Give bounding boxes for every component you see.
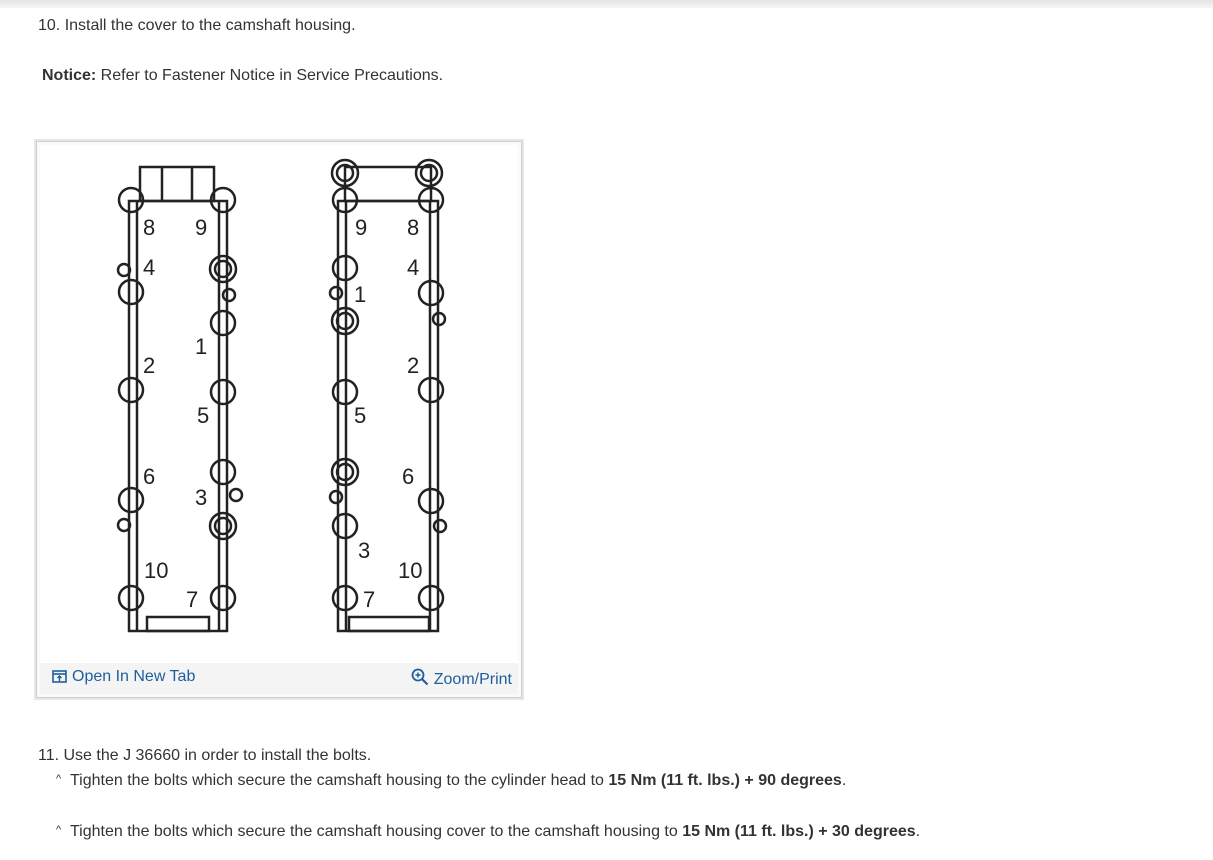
left-cover-bolt-number: 1 (195, 334, 208, 359)
torque-spec-housing-value: 15 Nm (11 ft. lbs.) + 90 degrees (608, 772, 842, 789)
right-cover-bolt-number: 3 (358, 538, 371, 563)
torque-spec-housing-text: Tighten the bolts which secure the camshaft housing to the cylinder head to (70, 772, 609, 789)
left-cover-bolt-number: 8 (143, 215, 156, 240)
right-cover-bolt-number: 8 (407, 215, 420, 240)
left-cover-washer-inner (215, 518, 231, 534)
step-10-text: 10. Install the cover to the camshaft housing. (38, 17, 356, 34)
left-cover-bolt (119, 586, 143, 610)
torque-spec-cover-period: . (915, 823, 921, 840)
left-cover-bolt (211, 586, 235, 610)
open-in-new-tab-link[interactable] (52, 668, 195, 686)
top-bar (0, 0, 1213, 8)
left-cover-bolt-number: 4 (143, 255, 156, 280)
left-cover-bolt-number: 3 (195, 485, 208, 510)
left-cover-bolt (119, 280, 143, 304)
right-cover-outline (338, 201, 438, 631)
torque-spec-cover (56, 823, 920, 841)
left-cover-bottom-tab (147, 617, 209, 631)
figure-toolbar (40, 663, 518, 694)
left-cover-bolt (211, 311, 235, 335)
right-cover-stud (434, 520, 446, 532)
left-cover-bolt-number: 9 (195, 215, 208, 240)
left-cover-bolt-number: 10 (144, 558, 169, 583)
right-cover-bottom-tab (349, 617, 429, 631)
notice (42, 67, 443, 85)
left-cover-stud (230, 489, 242, 501)
open-in-new-tab-label: Open In New Tab (72, 668, 196, 685)
open-new-tab-icon (52, 670, 67, 683)
figure-frame (36, 141, 522, 698)
right-cover-bolt-number: 1 (354, 282, 367, 307)
caret-marker: ^ (56, 824, 62, 836)
notice-text: Refer to Fastener Notice in Service Precautions. (96, 67, 444, 84)
left-cover-bolt-number: 6 (143, 464, 156, 489)
left-cover-bolt-number: 5 (197, 403, 210, 428)
right-cover-bolt-number: 7 (363, 587, 376, 612)
torque-spec-housing (56, 772, 846, 790)
left-cover-bolt (119, 378, 143, 402)
right-cover-bolt-number: 5 (354, 403, 367, 428)
step-11-text: 11. Use the J 36660 in order to install the bolts. (38, 747, 372, 764)
left-cover-bolt (211, 460, 235, 484)
left-cover-bolt-number: 7 (186, 587, 199, 612)
right-cover-bolt-number: 4 (407, 255, 420, 280)
left-cover-bolt (119, 488, 143, 512)
left-cover-bolt (211, 380, 235, 404)
zoom-print-label: Zoom/Print (433, 671, 512, 688)
zoom-icon (411, 668, 429, 686)
right-cover-stud (330, 287, 342, 299)
notice-label: Notice: (42, 67, 97, 84)
left-cover-bolt-number: 2 (143, 353, 156, 378)
left-cover-drawing (118, 167, 242, 631)
torque-spec-cover-text: Tighten the bolts which secure the camshaft housing cover to the camshaft housing to (70, 823, 683, 840)
caret-marker: ^ (56, 773, 62, 785)
left-cover-top-tab (140, 167, 214, 201)
right-cover-bolt-number: 2 (407, 353, 420, 378)
left-cover-washer-inner (215, 261, 231, 277)
torque-spec-cover-value: 15 Nm (11 ft. lbs.) + 30 degrees (682, 823, 916, 840)
left-cover-stud (223, 289, 235, 301)
right-cover-bolt-number: 6 (402, 464, 415, 489)
figure-image[interactable] (40, 145, 518, 663)
right-cover-bolt-number: 10 (398, 558, 423, 583)
zoom-print-link[interactable] (411, 668, 512, 689)
right-cover-bolt-number: 9 (355, 215, 368, 240)
right-cover-drawing (330, 160, 446, 631)
right-cover-stud (330, 491, 342, 503)
camshaft-cover-bolt-diagram (40, 145, 518, 663)
torque-spec-housing-period: . (841, 772, 847, 789)
